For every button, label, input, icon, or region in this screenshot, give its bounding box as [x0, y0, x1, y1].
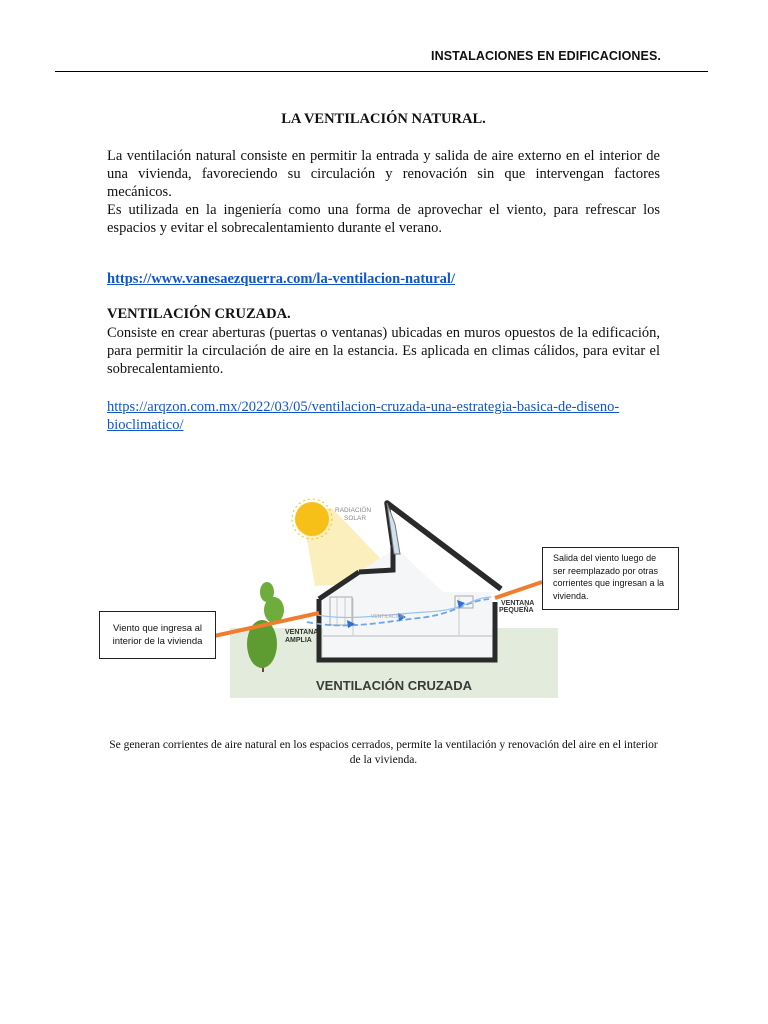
- label-window-large-1: VENTANA: [285, 629, 319, 636]
- link-vanesaezquerra[interactable]: https://www.vanesaezquerra.com/la-ventilacion-natural/: [107, 271, 455, 287]
- callout-wind-out-text: Salida del viento luego de ser reemplazado por otras corrientes que ingresan a la vivienda.: [553, 553, 665, 601]
- label-radiation-1: RADIACIÓN: [335, 507, 372, 514]
- section-title-ventilacion-natural: LA VENTILACIÓN NATURAL.: [281, 111, 486, 127]
- callout-wind-out: [542, 547, 679, 610]
- section-title-ventilacion-cruzada: VENTILACIÓN CRUZADA.: [107, 306, 291, 322]
- callout-wind-in-text: Viento que ingresa al interior de la vivienda: [112, 623, 203, 647]
- figure-title: VENTILACIÓN CRUZADA: [316, 678, 472, 693]
- link-arqzon-line1[interactable]: https://arqzon.com.mx/2022/03/05/ventilacion-cruzada-una-estrategia-basica-de-diseno-: [107, 399, 620, 415]
- label-window-small-1: VENTANA: [501, 600, 535, 607]
- paragraph-usage: Es utilizada en la ingeniería como una forma de aprovechar el viento, para refrescar los espacios y evitar el sobrecalentamiento durante el verano.: [107, 202, 660, 236]
- sun-icon: [295, 502, 329, 536]
- label-window-large-2: AMPLIA: [285, 637, 312, 644]
- callout-wind-in: [99, 611, 216, 659]
- link-arqzon-line2[interactable]: bioclimatico/: [107, 417, 184, 433]
- paragraph-cross-ventilation: Consiste en crear aberturas (puertas o ventanas) ubicadas en muros opuestos de la edificación, para permitir la circulación de aire en la estancia. Es aplicada en climas cálidos, para evitar el sobrecalentamiento.: [107, 325, 660, 377]
- header-title: INSTALACIONES EN EDIFICACIONES.: [431, 49, 661, 63]
- header-divider: [55, 71, 708, 72]
- link-arqzon[interactable]: [107, 398, 660, 434]
- wind-out-line: [495, 582, 542, 598]
- label-window-small-2: PEQUEÑA: [499, 607, 534, 614]
- label-ventilation: VENTILACIÓN: [371, 614, 405, 620]
- paragraph-definition: La ventilación natural consiste en permitir la entrada y salida de aire externo en el interior de una vivienda, favoreciendo su circulación y renovación sin que intervengan factores mecánicos.: [107, 148, 660, 200]
- label-radiation-2: SOLAR: [344, 515, 367, 522]
- figure-caption: Se generan corrientes de aire natural en los espacios cerrados, permite la ventilación y renovación del aire en el interior de la vivienda.: [109, 739, 658, 766]
